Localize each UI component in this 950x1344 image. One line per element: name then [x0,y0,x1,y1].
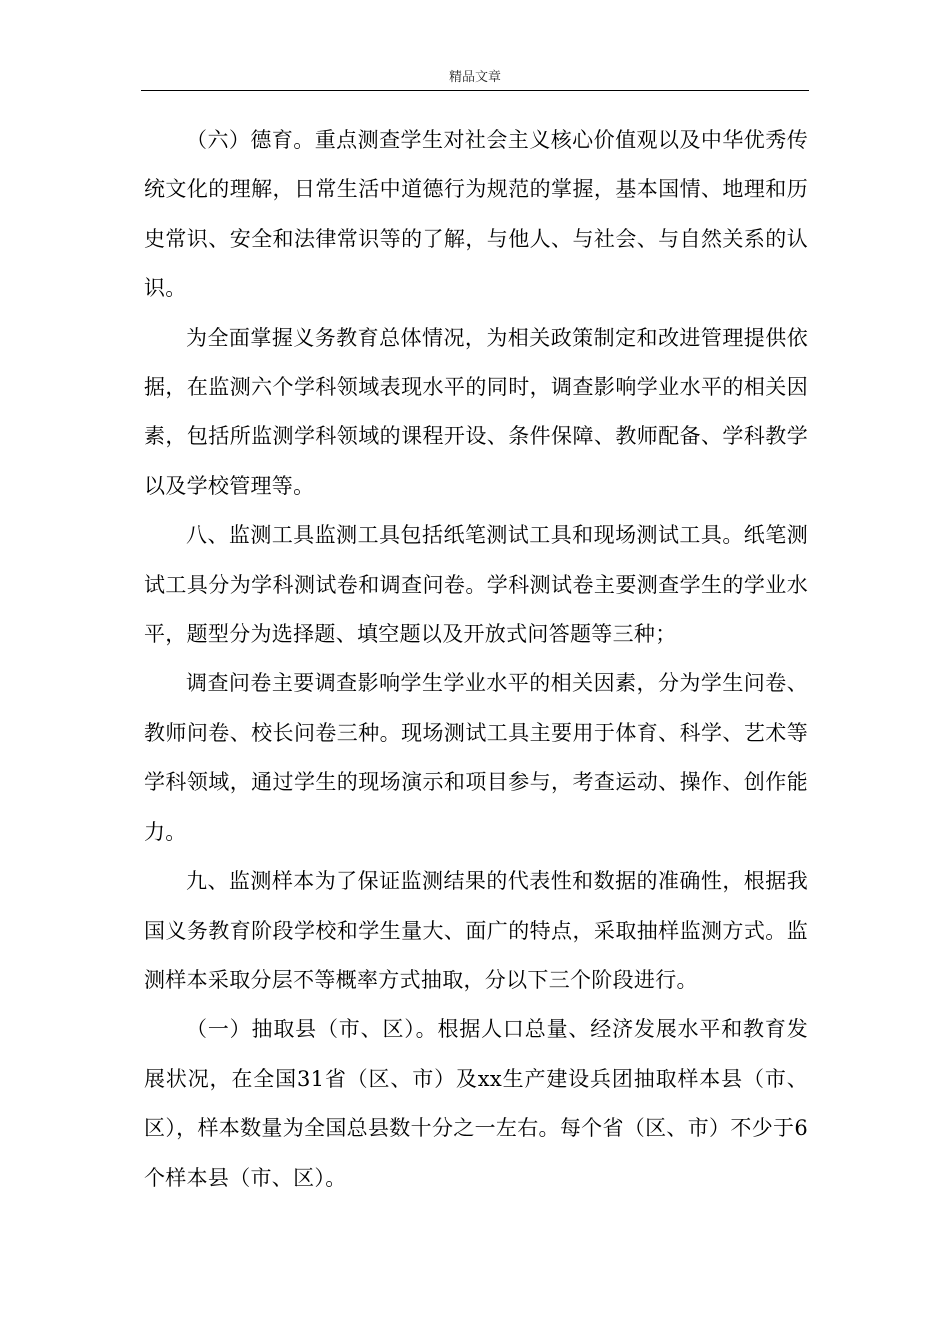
paragraph-monitoring-sample: 九、监测样本为了保证监测结果的代表性和数据的准确性，根据我国义务教育阶段学校和学生量大、面广的特点，采取抽样监测方式。监测样本采取分层不等概率方式抽取，分以下三个阶段进行。 [144,869,808,992]
paragraph-related-factors: 为全面掌握义务教育总体情况，为相关政策制定和改进管理提供依据，在监测六个学科领域表现水平的同时，调查影响学业水平的相关因素，包括所监测学科领域的课程开设、条件保障、教师配备、学科教学以及学校管理等。 [144,325,808,498]
document-body [144,116,808,1203]
paragraph-moral-education: （六）德育。重点测查学生对社会主义核心价值观以及中华优秀传统文化的理解，日常生活中道德行为规范的掌握，基本国情、地理和历史常识、安全和法律常识等的了解，与他人、与社会、与自然关系的认识。 [144,128,808,301]
page-header [141,66,809,91]
paragraph-monitoring-tools: 八、监测工具监测工具包括纸笔测试工具和现场测试工具。纸笔测试工具分为学科测试卷和调查问卷。学科测试卷主要测查学生的学业水平，题型分为选择题、填空题以及开放式问答题等三种； [144,523,808,647]
paragraph-county-sampling: （一）抽取县（市、区）。根据人口总量、经济发展水平和教育发展状况，在全国31省（区、市）及xx生产建设兵团抽取样本县（市、区），样本数量为全国总县数十分之一左右。每个省（区、市）不少于6个样本县（市、区）。 [144,1017,808,1190]
header-title: 精品文章 [448,70,501,85]
paragraph-questionnaires: 调查问卷主要调查影响学生学业水平的相关因素，分为学生问卷、教师问卷、校长问卷三种。现场测试工具主要用于体育、科学、艺术等学科领域，通过学生的现场演示和项目参与，考查运动、操作、创作能力。 [144,671,808,844]
